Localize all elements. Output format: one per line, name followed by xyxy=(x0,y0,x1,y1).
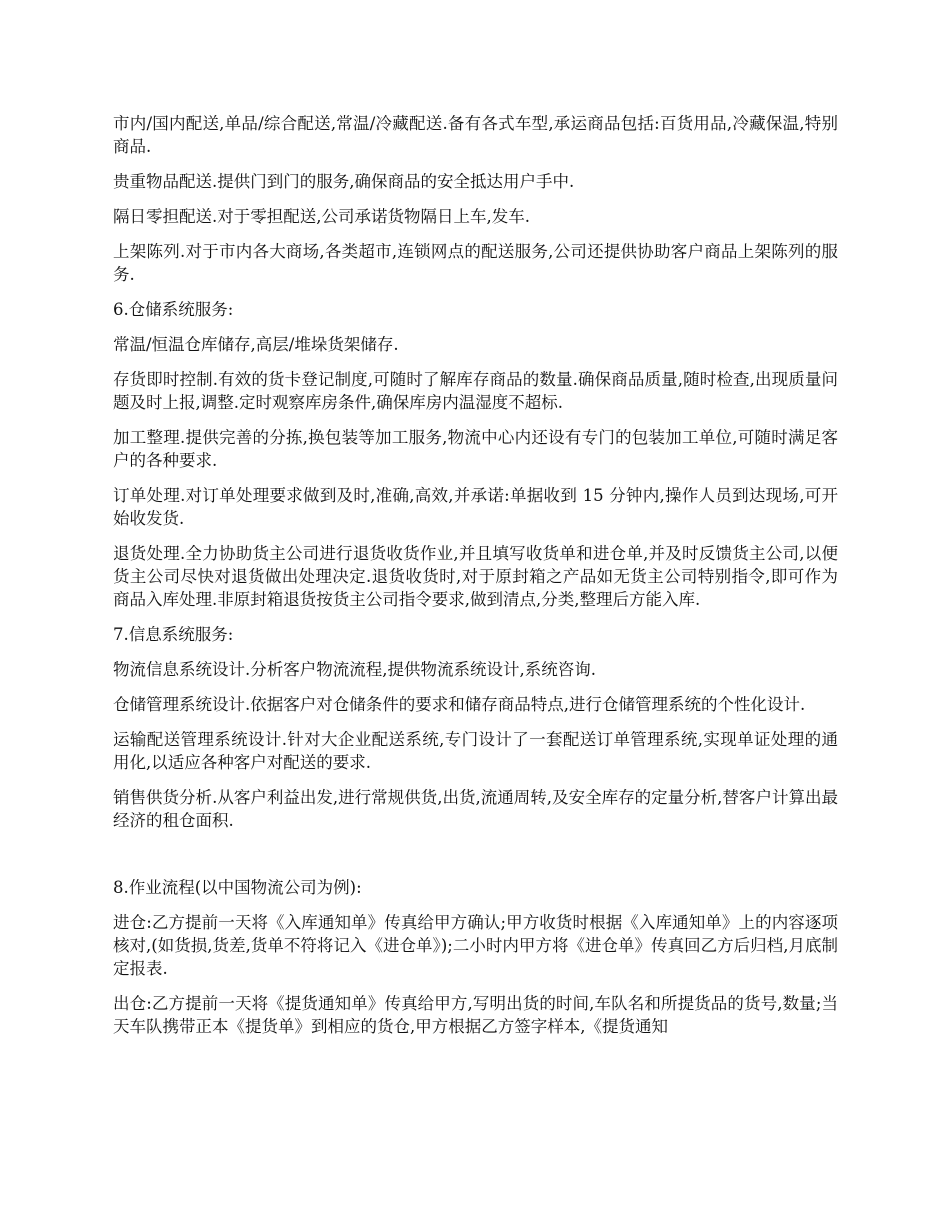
paragraph-shelf-display: 上架陈列.对于市内各大商场,各类超市,连锁网点的配送服务,公司还提供协助客户商品上架陈列的服务. xyxy=(113,242,838,284)
paragraph-storage-types: 常温/恒温仓库储存,高层/堆垛货架储存. xyxy=(113,335,399,354)
section-heading-workflow: 8.作业流程(以中国物流公司为例): xyxy=(113,878,362,897)
paragraph-sales-supply-analysis: 销售供货分析.从客户利益出发,进行常规供货,出货,流通周转,及安全库存的定量分析,替客户计算出最经济的租仓面积. xyxy=(113,788,838,830)
paragraph-valuables-delivery: 贵重物品配送.提供门到门的服务,确保商品的安全抵达用户手中. xyxy=(113,172,575,191)
document-page xyxy=(113,112,838,1050)
paragraph-distribution-types: 市内/国内配送,单品/综合配送,常温/冷藏配送.备有各式车型,承运商品包括:百货用品,冷藏保温,特别商品. xyxy=(113,114,838,156)
paragraph-order-processing: 订单处理.对订单处理要求做到及时,准确,高效,并承诺:单据收到 15 分钟内,操作人员到达现场,可开始收发货. xyxy=(113,486,838,528)
paragraph-outbound-process: 出仓:乙方提前一天将《提货通知单》传真给甲方,写明出货的时间,车队名和所提货品的货号,数量;当天车队携带正本《提货单》到相应的货仓,甲方根据乙方签字样本,《提货通知 xyxy=(113,994,838,1036)
paragraph-logistics-system-design: 物流信息系统设计.分析客户物流流程,提供物流系统设计,系统咨询. xyxy=(113,660,596,679)
paragraph-ltl-delivery: 隔日零担配送.对于零担配送,公司承诺货物隔日上车,发车. xyxy=(113,207,530,226)
paragraph-inbound-process: 进仓:乙方提前一天将《入库通知单》传真给甲方确认;甲方收货时根据《入库通知单》上的内容逐项核对,(如货损,货差,货单不符将记入《进仓单》);二小时内甲方将《进仓单》传真回乙方后归档,月底制定报表. xyxy=(113,913,838,978)
paragraph-processing: 加工整理.提供完善的分拣,换包装等加工服务,物流中心内还设有专门的包装加工单位,可随时满足客户的各种要求. xyxy=(113,428,838,470)
paragraph-wms-design: 仓储管理系统设计.依据客户对仓储条件的要求和储存商品特点,进行仓储管理系统的个性化设计. xyxy=(113,695,806,714)
paragraph-tms-design: 运输配送管理系统设计.针对大企业配送系统,专门设计了一套配送订单管理系统,实现单证处理的通用化,以适应各种客户对配送的要求. xyxy=(113,730,838,772)
paragraph-inventory-control: 存货即时控制.有效的货卡登记制度,可随时了解库存商品的数量.确保商品质量,随时检查,出现质量问题及时上报,调整.定时观察库房条件,确保库房内温湿度不超标. xyxy=(113,370,838,412)
section-heading-warehouse-services: 6.仓储系统服务: xyxy=(113,300,234,319)
section-heading-info-services: 7.信息系统服务: xyxy=(113,625,234,644)
paragraph-returns-processing: 退货处理.全力协助货主公司进行退货收货作业,并且填写收货单和进仓单,并及时反馈货主公司,以便货主公司尽快对退货做出处理决定.退货收货时,对于原封箱之产品如无货主公司特别指令,即可作为商品入库处理.非原封箱退货按货主公司指令要求,做到清点,分类,整理后方能入库. xyxy=(113,544,838,609)
